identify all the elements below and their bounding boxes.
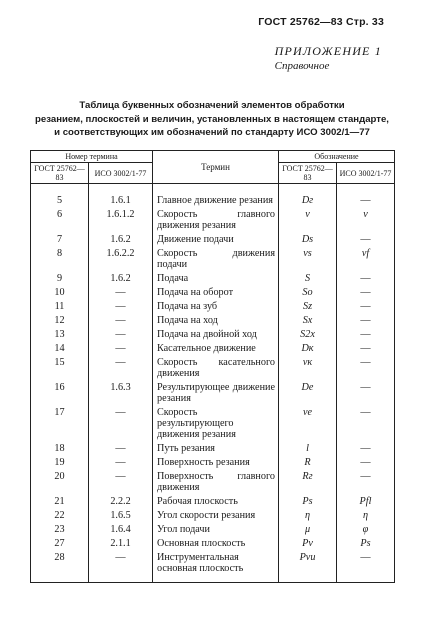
table-row (31, 468, 395, 493)
term-number-cell: 11 (31, 298, 89, 312)
term-number-cell: 23 (31, 521, 89, 535)
term-number-cell: 7 (31, 231, 89, 245)
iso-number-cell: — (89, 468, 153, 493)
table-row (31, 379, 395, 404)
iso-number-cell: — (89, 340, 153, 354)
gost-symbol-cell: S (279, 270, 337, 284)
header-gost: ГОСТ 25762—83 (31, 163, 89, 184)
table-row (31, 507, 395, 521)
term-number-cell: 5 (31, 184, 89, 207)
gost-symbol-cell: vк (279, 354, 337, 379)
gost-symbol-cell: Ds (279, 231, 337, 245)
term-number-cell: 27 (31, 535, 89, 549)
table-row (31, 184, 395, 207)
table-row (31, 549, 395, 583)
iso-number-cell: 1.6.4 (89, 521, 153, 535)
page-header: ГОСТ 25762—83 Стр. 33 (258, 16, 384, 28)
term-name-cell: Угол подачи (153, 521, 279, 535)
term-name-cell: Движение подачи (153, 231, 279, 245)
gost-symbol-cell: So (279, 284, 337, 298)
iso-number-cell: — (89, 298, 153, 312)
iso-symbol-cell: — (337, 326, 395, 340)
iso-symbol-cell: Pfl (337, 493, 395, 507)
iso-symbol-cell: — (337, 379, 395, 404)
iso-symbol-cell: Ps (337, 535, 395, 549)
table-row (31, 284, 395, 298)
caption-line: и соответствующих им обозначений по стандарту ИСО 3002/1—77 (54, 127, 370, 138)
term-number-cell: 9 (31, 270, 89, 284)
iso-symbol-cell: — (337, 312, 395, 326)
term-name-cell: Подача на ход (153, 312, 279, 326)
header-gost-symbol: ГОСТ 25762—83 (279, 163, 337, 184)
term-number-cell: 18 (31, 440, 89, 454)
gost-symbol-cell: Rг (279, 468, 337, 493)
gost-symbol-cell: Pv (279, 535, 337, 549)
term-number-cell: 14 (31, 340, 89, 354)
iso-symbol-cell: — (337, 468, 395, 493)
gost-symbol-cell: Dк (279, 340, 337, 354)
term-number-cell: 20 (31, 468, 89, 493)
term-number-cell: 17 (31, 404, 89, 440)
term-number-cell: 10 (31, 284, 89, 298)
iso-symbol-cell: — (337, 440, 395, 454)
iso-number-cell: — (89, 454, 153, 468)
gost-symbol-cell: v (279, 206, 337, 231)
table-row (31, 298, 395, 312)
term-name-cell: Поверхность резания (153, 454, 279, 468)
header-designation: Обозначение (279, 151, 395, 163)
term-number-cell: 22 (31, 507, 89, 521)
table-row (31, 521, 395, 535)
gost-symbol-cell: S2x (279, 326, 337, 340)
table-row (31, 535, 395, 549)
iso-number-cell: 1.6.2 (89, 231, 153, 245)
iso-number-cell: — (89, 404, 153, 440)
caption-line: резанием, плоскостей и величин, установленных в настоящем стандарте, (35, 113, 389, 125)
table-row (31, 206, 395, 231)
iso-symbol-cell: — (337, 340, 395, 354)
table-row (31, 440, 395, 454)
table-row (31, 231, 395, 245)
gost-symbol-cell: Pvи (279, 549, 337, 583)
iso-symbol-cell: — (337, 549, 395, 583)
iso-number-cell: — (89, 326, 153, 340)
appendix-label (275, 44, 382, 72)
iso-number-cell: 2.1.1 (89, 535, 153, 549)
term-name-cell: Скорость движения подачи (153, 245, 279, 270)
iso-number-cell: 2.2.2 (89, 493, 153, 507)
term-name-cell: Скорость касательного движения (153, 354, 279, 379)
term-name-cell: Подача на оборот (153, 284, 279, 298)
iso-symbol-cell: — (337, 298, 395, 312)
table-row (31, 326, 395, 340)
term-number-cell: 19 (31, 454, 89, 468)
term-name-cell: Путь резания (153, 440, 279, 454)
term-number-cell: 12 (31, 312, 89, 326)
table-body (31, 184, 395, 583)
designations-table (30, 150, 395, 583)
iso-symbol-cell: — (337, 184, 395, 207)
iso-symbol-cell: — (337, 284, 395, 298)
term-name-cell: Поверхность главного движения (153, 468, 279, 493)
header-term-number: Номер термина (31, 151, 153, 163)
gost-symbol-cell: vs (279, 245, 337, 270)
term-name-cell: Касательное движение (153, 340, 279, 354)
header-iso: ИСО 3002/1-77 (89, 163, 153, 184)
term-number-cell: 15 (31, 354, 89, 379)
term-number-cell: 16 (31, 379, 89, 404)
iso-number-cell: — (89, 354, 153, 379)
table-row (31, 454, 395, 468)
caption-line: Таблица буквенных обозначений элементов обработки (79, 100, 345, 111)
table-row (31, 404, 395, 440)
term-number-cell: 6 (31, 206, 89, 231)
term-name-cell: Подача на зуб (153, 298, 279, 312)
gost-symbol-cell: ve (279, 404, 337, 440)
term-name-cell: Скорость главного движения резания (153, 206, 279, 231)
term-name-cell: Подача (153, 270, 279, 284)
term-name-cell: Результирующее движение резания (153, 379, 279, 404)
iso-symbol-cell: — (337, 231, 395, 245)
iso-symbol-cell: φ (337, 521, 395, 535)
iso-number-cell: — (89, 440, 153, 454)
table-row (31, 493, 395, 507)
iso-number-cell: 1.6.1 (89, 184, 153, 207)
term-name-cell: Скорость результирующего движения резания (153, 404, 279, 440)
iso-number-cell: — (89, 312, 153, 326)
iso-number-cell: 1.6.2.2 (89, 245, 153, 270)
table-row (31, 354, 395, 379)
term-name-cell: Главное движение резания (153, 184, 279, 207)
gost-symbol-cell: η (279, 507, 337, 521)
gost-symbol-cell: De (279, 379, 337, 404)
term-number-cell: 13 (31, 326, 89, 340)
iso-symbol-cell: — (337, 454, 395, 468)
table-row (31, 270, 395, 284)
iso-number-cell: 1.6.3 (89, 379, 153, 404)
table-caption (20, 99, 404, 140)
iso-symbol-cell: — (337, 354, 395, 379)
iso-number-cell: 1.6.2 (89, 270, 153, 284)
gost-symbol-cell: Sz (279, 298, 337, 312)
iso-number-cell: 1.6.1.2 (89, 206, 153, 231)
appendix-title: ПРИЛОЖЕНИЕ 1 (274, 44, 382, 58)
appendix-subtitle: Справочное (274, 60, 330, 72)
table-row (31, 312, 395, 326)
table-head (31, 151, 395, 184)
iso-number-cell: 1.6.5 (89, 507, 153, 521)
table-row (31, 245, 395, 270)
term-name-cell: Инструментальная основная плоскость (153, 549, 279, 583)
gost-symbol-cell: Sx (279, 312, 337, 326)
gost-symbol-cell: μ (279, 521, 337, 535)
gost-symbol-cell: l (279, 440, 337, 454)
gost-symbol-cell: Dг (279, 184, 337, 207)
term-name-cell: Подача на двойной ход (153, 326, 279, 340)
term-name-cell: Угол скорости резания (153, 507, 279, 521)
gost-symbol-cell: Ps (279, 493, 337, 507)
header-iso-symbol: ИСО 3002/1-77 (337, 163, 395, 184)
header-term: Термин (153, 151, 279, 184)
term-number-cell: 28 (31, 549, 89, 583)
gost-symbol-cell: R (279, 454, 337, 468)
iso-number-cell: — (89, 549, 153, 583)
term-number-cell: 8 (31, 245, 89, 270)
term-name-cell: Рабочая плоскость (153, 493, 279, 507)
iso-symbol-cell: η (337, 507, 395, 521)
iso-symbol-cell: vf (337, 245, 395, 270)
table-row (31, 340, 395, 354)
iso-symbol-cell: — (337, 404, 395, 440)
iso-symbol-cell: v (337, 206, 395, 231)
term-number-cell: 21 (31, 493, 89, 507)
iso-number-cell: — (89, 284, 153, 298)
iso-symbol-cell: — (337, 270, 395, 284)
term-name-cell: Основная плоскость (153, 535, 279, 549)
